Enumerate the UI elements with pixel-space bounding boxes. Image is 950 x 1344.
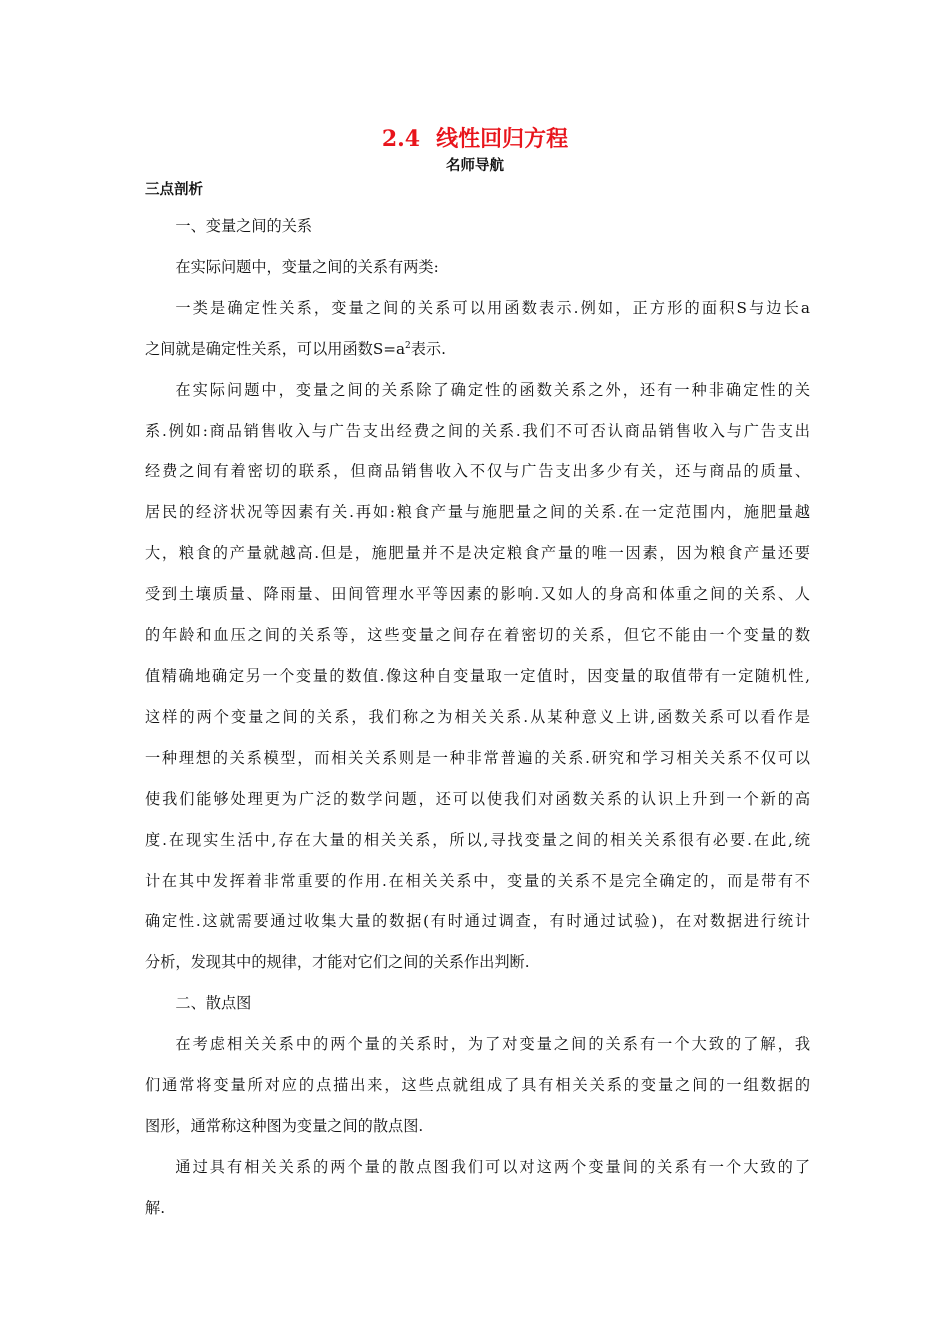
paragraph-correlation	[145, 370, 810, 984]
page-subtitle: 名师导航	[446, 158, 504, 174]
paragraph-line: 在实际问题中，变量之间的关系除了确定性的函数关系之外，还有一种非确定性的关	[175, 380, 810, 399]
heading-relationship: 一、变量之间的关系	[175, 217, 313, 235]
paragraph-scatter-description	[145, 1024, 810, 1147]
paragraph-deterministic-line-2: 之间就是确定性关系，可以用函数$S=a^2$表示.	[145, 339, 446, 358]
paragraph-line: 的年龄和血压之间的关系等，这些变量之间存在着密切的关系，但它不能由一个变量的数	[145, 626, 810, 645]
paragraph-line: 受到土壤质量、降雨量、田间管理水平等因素的影响.又如人的身高和体重之间的关系、人	[145, 585, 810, 604]
body-text	[145, 206, 810, 1229]
paragraph-line: 度.在现实生活中,存在大量的相关关系，所以,寻找变量之间的相关关系很有必要.在此,统	[145, 830, 810, 849]
section-heading: 三点剖析	[145, 182, 203, 198]
paragraph-deterministic-line-1: 一类是确定性关系，变量之间的关系可以用函数表示.例如，正方形的面积S与边长a	[175, 298, 810, 317]
paragraph-line: 一种理想的关系模型，而相关关系则是一种非常普遍的关系.研究和学习相关关系不仅可以	[145, 748, 810, 767]
paragraph-line: 系.例如:商品销售收入与广告支出经费之间的关系.我们不可否认商品销售收入与广告支出	[145, 421, 810, 440]
paragraph-line: 们通常将变量所对应的点描出来，这些点就组成了具有相关关系的变量之间的一组数据的	[145, 1076, 810, 1095]
paragraph-line: 确定性.这就需要通过收集大量的数据(有时通过调查，有时通过试验)，在对数据进行统计	[145, 912, 810, 931]
paragraph-line: 使我们能够处理更为广泛的数学问题，还可以使我们对函数关系的认识上升到一个新的高	[145, 789, 810, 808]
paragraph-line: 居民的经济状况等因素有关.再如:粮食产量与施肥量之间的关系.在一定范围内，施肥量越	[145, 503, 810, 522]
title-number: 2.4	[381, 126, 421, 152]
page-title	[0, 122, 950, 153]
paragraph-line: 值精确地确定另一个变量的数值.像这种自变量取一定值时，因变量的取值带有一定随机性,	[145, 666, 810, 685]
paragraph-intro: 在实际问题中，变量之间的关系有两类:	[175, 257, 439, 276]
heading-scatter-plot: 二、散点图	[175, 994, 252, 1013]
paragraph-line: 经费之间有着密切的联系，但商品销售收入不仅与广告支出多少有关，还与商品的质量、	[145, 462, 810, 481]
paragraph-line: 分析，发现其中的规律，才能对它们之间的关系作出判断.	[145, 953, 530, 972]
paragraph-line: 解.	[145, 1198, 166, 1217]
paragraph-scatter-summary	[145, 1147, 810, 1229]
paragraph-line: 在考虑相关关系中的两个量的关系时，为了对变量之间的关系有一个大致的了解，我	[175, 1035, 810, 1054]
paragraph-line: 计在其中发挥着非常重要的作用.在相关关系中，变量的关系不是完全确定的，而是带有不	[145, 871, 810, 890]
title-text: 线性回归方程	[436, 126, 569, 152]
paragraph-line: 通过具有相关关系的两个量的散点图我们可以对这两个变量间的关系有一个大致的了	[175, 1157, 810, 1176]
paragraph-line: 大，粮食的产量就越高.但是，施肥量并不是决定粮食产量的唯一因素，因为粮食产量还要	[145, 544, 810, 563]
paragraph-line: 这样的两个变量之间的关系，我们称之为相关关系.从某种意义上讲,函数关系可以看作是	[145, 707, 810, 726]
paragraph-line: 图形，通常称这种图为变量之间的散点图.	[145, 1116, 424, 1135]
